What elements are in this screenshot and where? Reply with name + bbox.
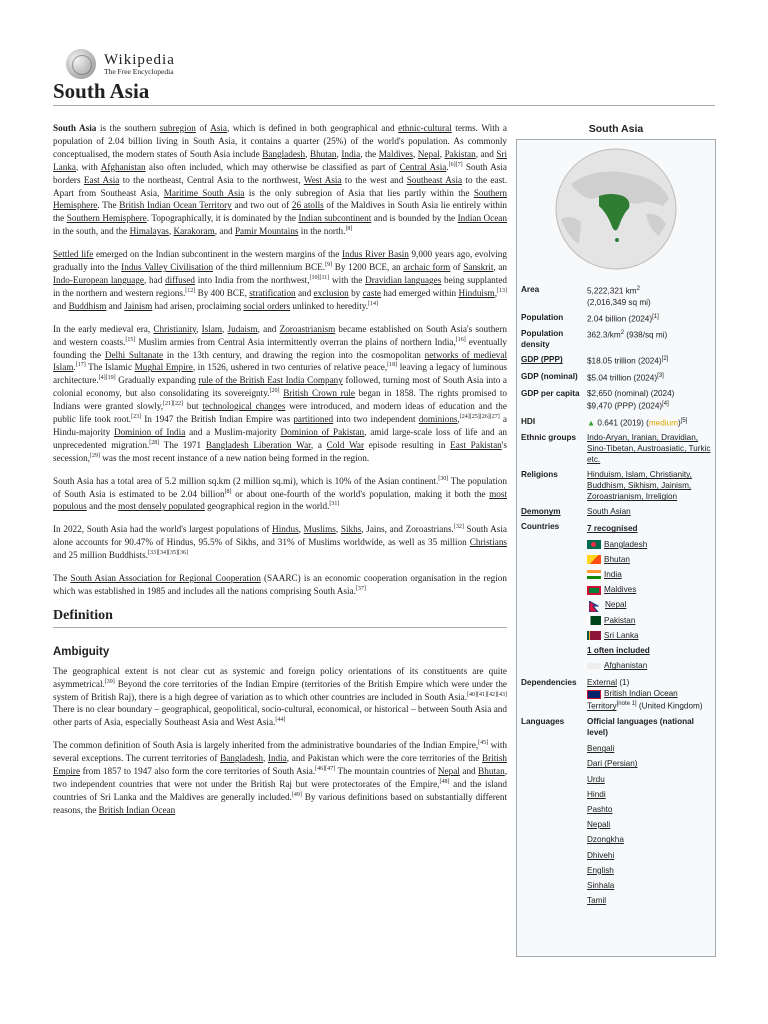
citation-ref[interactable]: [33][34][35][36]	[147, 550, 188, 557]
inline-link[interactable]: Settled life	[53, 249, 94, 260]
nepal-flag-icon	[589, 601, 599, 610]
tagline: The Free Encyclopedia	[104, 66, 174, 76]
inline-link[interactable]: Maritime South Asia	[163, 187, 245, 198]
inline-link[interactable]: Christianity	[153, 323, 197, 334]
subsection-heading-ambiguity: Ambiguity	[53, 645, 110, 658]
inline-link[interactable]: ethnic-cultural	[398, 123, 452, 133]
inline-link[interactable]: Delhi Sultanate	[104, 349, 164, 360]
row-ethnic-groups: Ethnic groups Indo-Aryan, Iranian, Dravidian, Sino-Tibetan, Austroasiatic, Turkic etc.	[521, 433, 711, 465]
inline-link[interactable]: networks of medieval Islam	[53, 349, 508, 373]
language-item[interactable]: Pashto	[587, 804, 613, 814]
row-density: Population density $362.3/km^2$ (938/sq mi)	[521, 329, 668, 350]
country-bangladesh[interactable]: Bangladesh	[587, 537, 711, 552]
country-sri-lanka[interactable]: Sri Lanka	[587, 628, 711, 643]
language-item[interactable]: Dhivehi	[587, 850, 615, 860]
inline-link[interactable]: Sanskrit	[463, 262, 494, 273]
row-dependencies: Dependencies External (1) British Indian Ocean Territory[note 1] (United Kingdom)	[521, 678, 703, 712]
religion-paragraph: In 2022, South Asia had the world's largest populations of Hindus, Muslims, Sikhs, Jains, and Zoroastrians.[32] South Asia alone accounts for 90.47% of Hindus, 95.5% of Sikhs, and 31% of Muslims worldwide, as well as 35 million Christians and 25 million Buddhists.[33][34][35][36]	[53, 524, 508, 561]
inline-link[interactable]: Central Asia	[399, 161, 447, 172]
inline-link[interactable]: archaic form	[403, 262, 451, 273]
citation-ref[interactable]: [21][22]	[163, 401, 184, 408]
inline-link[interactable]: Muslims	[303, 524, 336, 535]
citation-ref[interactable]: [15]	[125, 336, 136, 343]
inline-link[interactable]: social orders	[243, 300, 291, 311]
inline-link[interactable]: Zoroastrianism	[279, 323, 336, 334]
inline-link[interactable]: Indus River Basin	[341, 249, 409, 260]
country-maldives[interactable]: Maldives	[587, 582, 711, 597]
language-item[interactable]: English	[587, 865, 614, 875]
inline-link[interactable]: stratification	[249, 287, 296, 298]
wikipedia-logo[interactable]	[66, 48, 175, 80]
inline-link[interactable]: caste	[362, 287, 381, 298]
increase-arrow-icon: ▲	[587, 418, 596, 428]
inline-link[interactable]: British Empire	[53, 753, 508, 777]
often-included-link[interactable]: 1 often included	[587, 646, 650, 656]
inline-link[interactable]: partitioned	[293, 414, 334, 425]
region-map[interactable]	[521, 142, 711, 276]
infobox-title: South Asia	[588, 124, 644, 135]
medieval-paragraph: In the early medieval era, Christianity, Islam, Judaism, and Zoroastrianism became established on South Asia's southern and western coasts.[15] Muslim armies from Central Asia intermittently overran the plains of northern India,[16] eventually founding the Delhi Sultanate in the 13th century, and drawing the region into the cosmopolitan networks of medieval Islam.[17] The Islamic Mughal Empire, in 1526, ushered in two centuries of relative peace,[18] leaving a legacy of luminous architecture.[4][19] Gradually expanding rule of the British East India Company followed, turning most of South Asia into a colonial economy, but also consolidating its sovereignty.[20] British Crown rule began in 1858. The rights promised to Indians were granted slowly,[21][22] but technological changes were introduced, and modern ideas of education and the public life took root.[23] In 1947 the British Indian Empire was partitioned into two independent dominions,[24][25][26][27] a Hindu-majority Dominion of India and a Muslim-majority Dominion of Pakistan, amid large-scale loss of life and an unprecedented migration.[28] The 1971 Bangladesh Liberation War, a Cold War episode resulting in East Pakistan's secession,[29] was the most recent instance of a new nation being formed in the region.	[53, 323, 508, 463]
citation-ref[interactable]: [28]	[149, 439, 160, 446]
inline-link[interactable]: British Indian Ocean Territory	[119, 200, 232, 211]
inline-link[interactable]: Dominion of India	[113, 426, 186, 437]
row-area: Area 5,222,321 $km^2$ (2,016,349 sq mi)	[521, 285, 651, 307]
citation-ref[interactable]: [12]	[185, 287, 196, 294]
citation-ref[interactable]: [9]	[325, 262, 333, 268]
inline-link[interactable]: Nepal	[437, 766, 460, 777]
inline-link[interactable]: South Asian Association for Regional Cooperation	[70, 573, 261, 584]
wordmark: Wikipedia	[104, 51, 175, 68]
inline-link[interactable]: Hindus	[272, 524, 299, 535]
citation-ref[interactable]: [45]	[478, 740, 489, 747]
inline-link[interactable]: British Indian Ocean	[98, 804, 176, 815]
language-item[interactable]: Sinhala	[587, 881, 615, 890]
inline-link[interactable]: Bangladesh	[262, 148, 306, 159]
recognised-countries-link[interactable]: 7 recognised	[587, 524, 638, 534]
inline-link[interactable]: East Asia	[83, 174, 120, 185]
history-paragraph: Settled life emerged on the Indian subcontinent in the western margins of the Indus River Basin 9,000 years ago, evolving gradually into the Indus Valley Civilisation of the third millennium BCE.[9] By 1200 BCE, an archaic form of Sanskrit, an Indo-European language, had diffused into India from the northwest,[10][11] with the Dravidian languages being supplanted in the northern and western regions.[12] By 400 BCE, stratification and exclusion by caste had emerged within Hinduism,[13] and Buddhism and Jainism had arisen, proclaiming social orders unlinked to heredity.[14]	[53, 249, 508, 311]
citation-ref[interactable]: [10][11]	[309, 274, 330, 281]
inline-link[interactable]: Indus Valley Civilisation	[121, 262, 214, 273]
citation-ref[interactable]: [37]	[355, 585, 366, 592]
row-countries: Countries 7 recognised Bangladesh Bhutan India Maldives Nepal Pakistan Sri Lanka 1 often included Afghanistan	[521, 521, 711, 673]
inline-link[interactable]: technological changes	[202, 401, 286, 412]
inline-link[interactable]: diffused	[165, 274, 196, 285]
row-languages: Languages Official languages (national level) Bengali Dari (Persian) Urdu Hindi Pashto Nepali Dzongkha Dhivehi English Sinhala Tamil	[521, 716, 711, 908]
inline-link[interactable]: most densely populated	[118, 501, 205, 512]
pakistan-flag-icon	[587, 616, 601, 625]
row-religions: Religions Hinduism, Islam, Christianity, Buddhism, Sikhism, Jainism, Zoroastrianism, Irreligion	[521, 470, 692, 502]
inline-link[interactable]: rule of the British East India Company	[198, 375, 343, 386]
inline-link[interactable]: Indian Ocean	[457, 213, 507, 224]
citation-ref[interactable]: [24][25][26][27]	[459, 413, 500, 420]
inline-link[interactable]: Bangladesh Liberation War	[205, 439, 311, 450]
row-population: Population 2.04 billion (2024)[1]	[521, 312, 659, 324]
citation-ref[interactable]: [30]	[438, 475, 449, 482]
title-divider	[53, 105, 715, 106]
row-gdp-nominal: GDP (nominal) $5.04 trillion (2024)[3]	[521, 372, 664, 383]
inline-link[interactable]: Afghanistan	[100, 161, 146, 172]
article-body	[53, 122, 507, 827]
inline-link[interactable]: Bhutan	[309, 148, 337, 159]
citation-ref[interactable]: [14]	[368, 300, 379, 307]
citation-ref[interactable]: [8]	[345, 226, 353, 233]
maldives-flag-icon	[587, 586, 601, 595]
afghanistan-flag-icon	[587, 663, 601, 669]
citation-ref[interactable]: [23]	[131, 413, 142, 420]
inline-link[interactable]: Southern Hemisphere	[53, 187, 507, 211]
globe-map-icon	[551, 144, 681, 274]
language-item[interactable]: Bengali	[587, 744, 615, 754]
citation-ref[interactable]: [17]	[75, 362, 86, 369]
country-bhutan[interactable]: Bhutan	[587, 552, 711, 567]
citation-ref[interactable]: [13]	[497, 287, 507, 294]
india-flag-icon	[587, 570, 601, 579]
inline-link[interactable]: Bangladesh	[220, 753, 263, 764]
citation-ref[interactable]: [18]	[387, 362, 398, 369]
inline-link[interactable]: Dravidian languages	[365, 274, 442, 285]
inline-link[interactable]: West Asia	[303, 174, 342, 185]
language-item[interactable]: Nepali	[587, 820, 611, 830]
inline-link[interactable]: Islam	[201, 323, 223, 334]
citation-ref[interactable]: [40][41][42][43]	[467, 691, 507, 698]
country-afghanistan[interactable]: Afghanistan	[587, 658, 711, 673]
language-item[interactable]: Tamil	[587, 896, 607, 906]
inline-link[interactable]: Sri Lanka	[53, 148, 508, 172]
definition-paragraph: The common definition of South Asia is largely inherited from the administrative boundaries of the Indian Empire,[45] with several exceptions. The current territories of Bangladesh, India, and Pakistan which were the core territories of the British Empire from 1857 to 1947 also form the core territories of South Asia.[46][47] The mountain countries of Nepal and Bhutan, two independent countries that were not under the British Raj but were protectorates of the Empire,[48] and the island countries of Sri Lanka and the Maldives are generally included.[49] By various definitions based on substantially different reasons, the British Indian Ocean	[53, 740, 508, 815]
row-hdi: HDI ▲ 0.641 (2019) (medium)[5]	[521, 416, 688, 428]
citation-ref[interactable]: [39]	[104, 678, 115, 685]
citation-ref[interactable]: [32]	[453, 524, 464, 531]
inline-link[interactable]: dominions	[418, 414, 458, 425]
citation-ref[interactable]: [29]	[90, 452, 100, 459]
row-gdp-per-capita: GDP per capita $2,650 (nominal) (2024) $9,470 (PPP) (2024)[4]	[521, 388, 675, 411]
inline-link[interactable]: India	[341, 148, 361, 159]
inline-link[interactable]: Judaism	[227, 323, 258, 334]
row-demonym: Demonym South Asian	[521, 507, 631, 517]
section-heading-definition: Definition	[53, 610, 507, 628]
citation-ref[interactable]: [16]	[455, 336, 466, 343]
inline-link[interactable]: Cold War	[326, 439, 365, 450]
ambiguity-paragraph: The geographical extent is not clear cut as systemic and foreign policy orientations of its constituents are quite asymmetrical.[39] Beyond the core territories of the Indian Empire (territories of the British Empire which were under the system of British Raj), there is a high degree of variation as to which other countries are included in South Asia.[40][41][42][43] There is no clear boundary – geographical, geopolitical, socio-cultural, economical, or historical – between South Asia and other parts of Asia, especially Southeast Asia and West Asia.[44]	[53, 665, 507, 728]
inline-link[interactable]: India	[267, 753, 287, 764]
citation-ref[interactable]: [31]	[329, 501, 340, 508]
inline-link[interactable]: 26 atolls	[291, 200, 324, 211]
inline-link[interactable]: Pamir Mountains	[234, 226, 299, 237]
country-nepal[interactable]: Nepal	[587, 597, 711, 612]
inline-link[interactable]: Buddhism	[68, 300, 107, 311]
inline-link[interactable]: Mughal Empire	[134, 362, 193, 373]
language-item[interactable]: Hindi	[587, 789, 606, 799]
bhutan-flag-icon	[587, 555, 601, 564]
infobox-table	[516, 139, 716, 957]
page-title: South Asia	[53, 79, 150, 103]
inline-link[interactable]: Jainism	[124, 300, 153, 311]
language-item[interactable]: Dari (Persian)	[587, 759, 638, 769]
infobox	[516, 124, 716, 960]
inline-link[interactable]: Pakistan	[444, 148, 476, 159]
inline-link[interactable]: Karakoram	[173, 226, 215, 237]
intro-paragraph: South Asia is the southern subregion of Asia, which is defined in both geographical and ethnic-cultural terms. With a population of 2.04 billion living in South Asia, it contains a quarter (25%) of the world's population. As commonly conceptualised, the modern states of South Asia include Bangladesh, Bhutan, India, the Maldives, Nepal, Pakistan, and Sri Lanka, with Afghanistan also often included, which may otherwise be classified as part of Central Asia.[6][7] South Asia borders East Asia to the northeast, Central Asia to the northwest, West Asia to the west and Southeast Asia to the east. Apart from Southeast Asia, Maritime South Asia is the only subregion of Asia that lies partly within the Southern Hemisphere. The British Indian Ocean Territory and two out of 26 atolls of the Maldives in South Asia lie entirely within the Southern Hemisphere. Topographically, it is dominated by the Indian subcontinent and is bounded by the Indian Ocean in the south, and the Himalayas, Karakoram, and Pamir Mountains in the north.[8]	[53, 123, 508, 237]
inline-link[interactable]: Hinduism	[458, 287, 495, 298]
row-gdp-ppp: GDP (PPP) $18.05 trillion (2024)[2]	[521, 355, 669, 367]
inline-link[interactable]: Dominion of Pakistan	[280, 426, 365, 437]
country-pakistan[interactable]: Pakistan	[587, 613, 711, 628]
sri-lanka-flag-icon	[587, 631, 601, 640]
inline-link[interactable]: British Crown rule	[283, 388, 355, 399]
language-item[interactable]: Urdu	[587, 774, 605, 784]
inline-link[interactable]: Himalayas	[129, 226, 169, 237]
uk-flag-icon	[587, 690, 601, 699]
citation-ref[interactable]: [49]	[291, 791, 302, 798]
inline-link[interactable]: Southern Hemisphere	[66, 213, 147, 224]
citation-ref[interactable]: [46][47]	[315, 766, 336, 772]
inline-link[interactable]: Indo-European language	[53, 274, 145, 285]
citation-ref[interactable]: [48]	[439, 778, 450, 785]
citation-ref[interactable]: [6][7]	[448, 161, 463, 168]
wikipedia-globe-icon	[66, 49, 96, 79]
inline-link[interactable]: Southeast Asia	[406, 174, 463, 185]
saarc-paragraph: The South Asian Association for Regional Cooperation (SAARC) is an economic cooperation organisation in the region which was established in 1985 and includes all the nations comprising South Asia.[37]	[53, 573, 507, 596]
bangladesh-flag-icon	[587, 540, 601, 549]
inline-link[interactable]: Asia	[210, 123, 228, 133]
inline-link[interactable]: Indian subcontinent	[298, 213, 372, 224]
area-paragraph: South Asia has a total area of 5.2 million sq.km (2 million sq.mi), which is 10% of the Asian continent.[30] The population of South Asia is estimated to be 2.04 billion[8] or about one-fourth of the world's population, making it both the most populous and the most densely populated geographical region in the world.[31]	[53, 475, 508, 512]
inline-link[interactable]: most populous	[53, 488, 507, 512]
citation-ref[interactable]: [20]	[269, 388, 280, 395]
language-item[interactable]: Dzongkha	[587, 835, 624, 845]
inline-link[interactable]: subregion	[159, 123, 196, 133]
citation-ref[interactable]: [44]	[275, 717, 286, 724]
inline-link[interactable]: Bhutan	[478, 766, 505, 777]
country-india[interactable]: India	[587, 567, 711, 582]
inline-link[interactable]: Christians	[469, 537, 507, 548]
citation-ref[interactable]: [8]	[224, 488, 232, 495]
inline-link[interactable]: East Pakistan	[450, 439, 502, 450]
inline-link[interactable]: exclusion	[313, 287, 349, 298]
inline-link[interactable]: Maldives	[378, 148, 413, 159]
citation-ref[interactable]: [4][19]	[98, 375, 116, 382]
inline-link[interactable]: Sikhs	[340, 524, 362, 535]
inline-link[interactable]: Nepal	[417, 148, 440, 159]
